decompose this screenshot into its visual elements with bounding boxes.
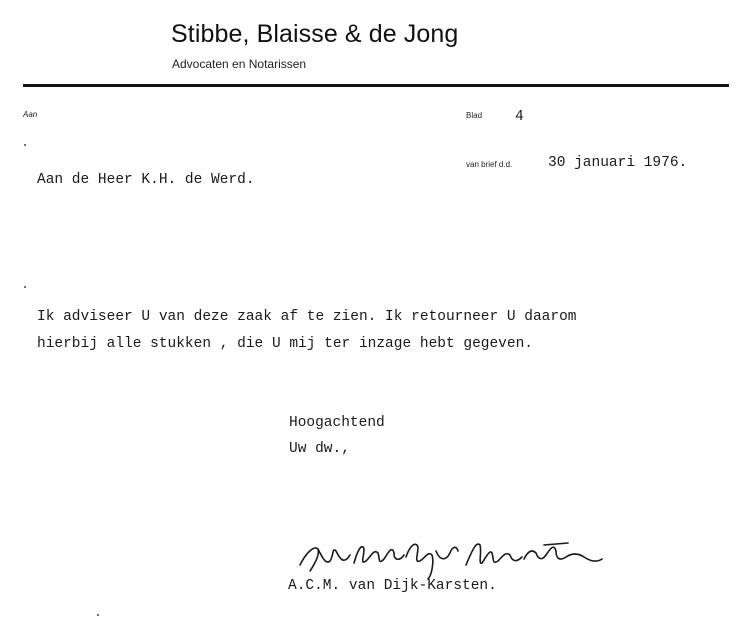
header-rule [23,84,729,87]
letter-date: 30 januari 1976. [548,155,688,171]
addressee-line: Aan de Heer K.H. de Werd. [37,172,255,188]
letter-date-label: van brief d.d. [466,160,513,169]
firm-name: Stibbe, Blaisse & de Jong [171,20,459,48]
blad-label: Blad [466,111,483,120]
signer-printed-name: A.C.M. van Dijk-Karsten. [288,578,497,594]
body-line: Ik adviseer U van deze zaak af te zien. Ik retourneer U daarom [37,309,577,325]
closing-signoff: Uw dw., [289,441,350,457]
aan-label: Aan [23,110,38,119]
margin-mark [24,144,26,146]
firm-subtitle: Advocaten en Notarissen [172,57,307,71]
body-line: hierbij alle stukken , die U mij ter inzage hebt gegeven. [37,336,533,352]
closing-salutation: Hoogachtend [289,415,385,431]
margin-mark [97,614,99,616]
handwritten-signature [296,535,606,583]
margin-mark [24,286,26,288]
page-number: 4 [515,109,524,125]
